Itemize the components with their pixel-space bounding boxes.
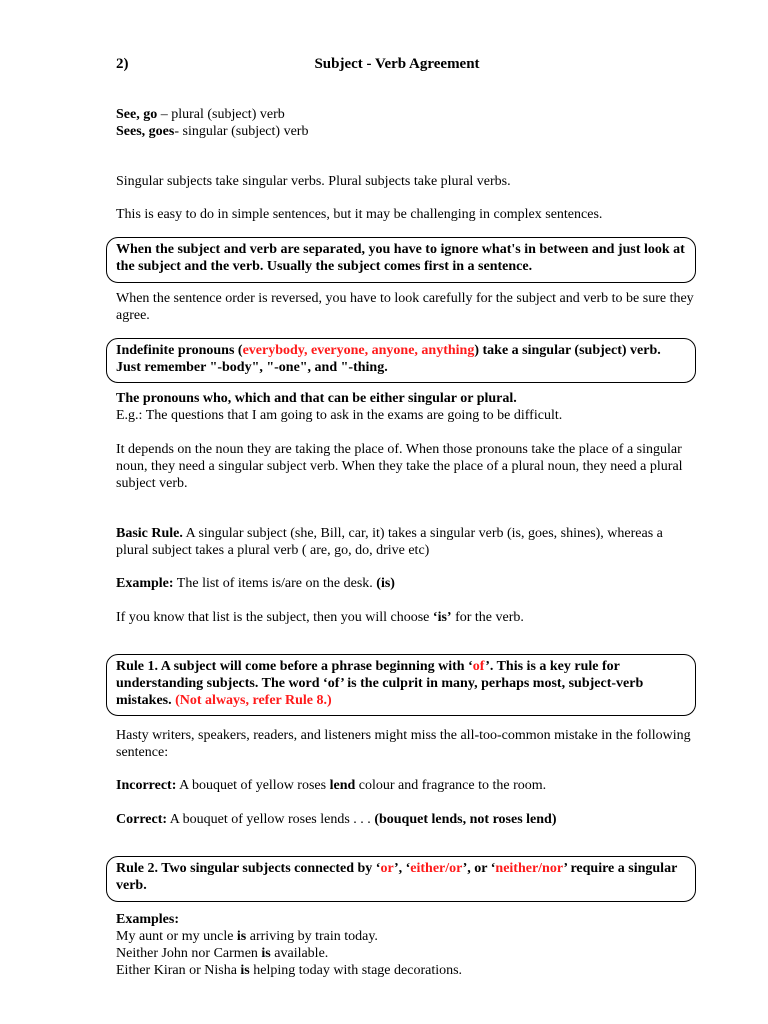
correct-example [116,811,696,828]
correct-explanation: (bouquet lends, not roses lend) [374,812,557,827]
rule2-either-or: either/or [410,861,463,876]
rule1-pre: Rule 1. A subject will come before a phrase beginning with ‘ [116,659,473,674]
example-line-3-post: helping today with stage decorations. [249,963,463,978]
basic-rule-text: A singular subject (she, Bill, car, it) takes a singular verb (is, goes, shines), whereas a plural subject takes a plural verb ( are, go, do, drive etc) [116,526,663,558]
section-number: 2) [116,56,129,72]
box2-post: ) take a singular (subject) verb. Just remember "-body", "-one", and "-thing. [116,343,661,375]
box2-pronoun-list: everybody, everyone, anyone, anything [242,343,475,358]
page-title: Subject - Verb Agreement [314,56,480,72]
example-line-2 [116,945,696,962]
basic-rule-label: Basic Rule. [116,526,183,541]
intro-paragraph-2: This is easy to do in simple sentences, but it may be challenging in complex sentences. [116,207,603,222]
rule-2-box [106,856,696,902]
correct-label: Correct: [116,812,168,827]
choose-bold: ‘is’ [432,610,452,625]
def-singular-term: Sees, goes [116,124,175,139]
pronouns-heading: The pronouns who, which and that can be either singular or plural. [116,391,517,406]
box2-pre: Indefinite pronouns ( [116,343,243,358]
intro-paragraph-1: Singular subjects take singular verbs. Plural subjects take plural verbs. [116,174,511,189]
rule-1-box [106,654,696,716]
rule2-sep1: ’, ‘ [393,861,411,876]
choose-post: for the verb. [451,610,524,625]
choose-pre: If you know that list is the subject, then you will choose [116,610,433,625]
example-paragraph [116,575,696,592]
example-line-3 [116,962,696,979]
incorrect-label: Incorrect: [116,778,177,793]
example-line-1-post: arriving by train today. [246,929,378,944]
reversed-order-paragraph: When the sentence order is reversed, you have to look carefully for the subject and verb to be sure they agree. [116,291,694,323]
example-line-1-verb: is [236,929,247,944]
pronouns-section [116,390,696,424]
example-answer: (is) [376,576,395,591]
example-text: The list of items is/are on the desk. [173,576,377,591]
example-label: Example: [116,576,174,591]
def-plural-desc: – plural (subject) verb [157,107,285,122]
rule1-of: of [472,659,486,674]
choose-paragraph [116,609,696,626]
rule2-post: ’ require a singular verb. [116,861,678,893]
example-line-1 [116,928,696,945]
example-line-2-post: available. [270,946,329,961]
correct-pre: A bouquet of yellow roses lends . . . [167,812,375,827]
examples-section [116,911,696,979]
rule2-sep2: ’, or ‘ [462,861,496,876]
incorrect-verb: lend [329,778,356,793]
basic-rule-paragraph [116,525,696,559]
example-line-1-pre: My aunt or my uncle [116,929,237,944]
rule2-or: or [380,861,394,876]
pronouns-example: E.g.: The questions that I am going to ask in the exams are going to be difficult. [116,408,563,423]
definitions [116,106,696,140]
example-line-2-verb: is [261,946,271,961]
example-line-3-pre: Either Kiran or Nisha [116,963,241,978]
example-line-2-pre: Neither John nor Carmen [116,946,262,961]
incorrect-post: colour and fragrance to the room. [355,778,547,793]
rule2-pre: Rule 2. Two singular subjects connected by ‘ [116,861,381,876]
def-singular-desc: - singular (subject) verb [174,124,309,139]
rule-box-indefinite-pronouns [106,338,696,383]
example-line-3-verb: is [240,963,250,978]
def-plural-term: See, go [116,107,158,122]
pronouns-explanation: It depends on the noun they are taking the place of. When those pronouns take the place of a singular noun, they need a singular subject verb. When they take the place of a plural noun, they need a plural subject verb. [116,442,683,491]
rule1-note: (Not always, refer Rule 8.) [175,693,332,708]
rule1-mid: ’. This is a key rule for understanding subjects. The word ‘of’ is the culprit in many, perhaps most, subject-verb mistakes. [116,659,644,708]
incorrect-example [116,777,696,794]
rule2-neither-nor: neither/nor [495,861,564,876]
incorrect-pre: A bouquet of yellow roses [176,778,330,793]
rule-box-separated: When the subject and verb are separated, you have to ignore what's in between and just look at the subject and the verb. Usually the subject comes first in a sentence. [106,237,696,283]
examples-heading: Examples: [116,912,179,927]
hasty-paragraph: Hasty writers, speakers, readers, and listeners might miss the all-too-common mistake in the following sentence: [116,728,691,760]
